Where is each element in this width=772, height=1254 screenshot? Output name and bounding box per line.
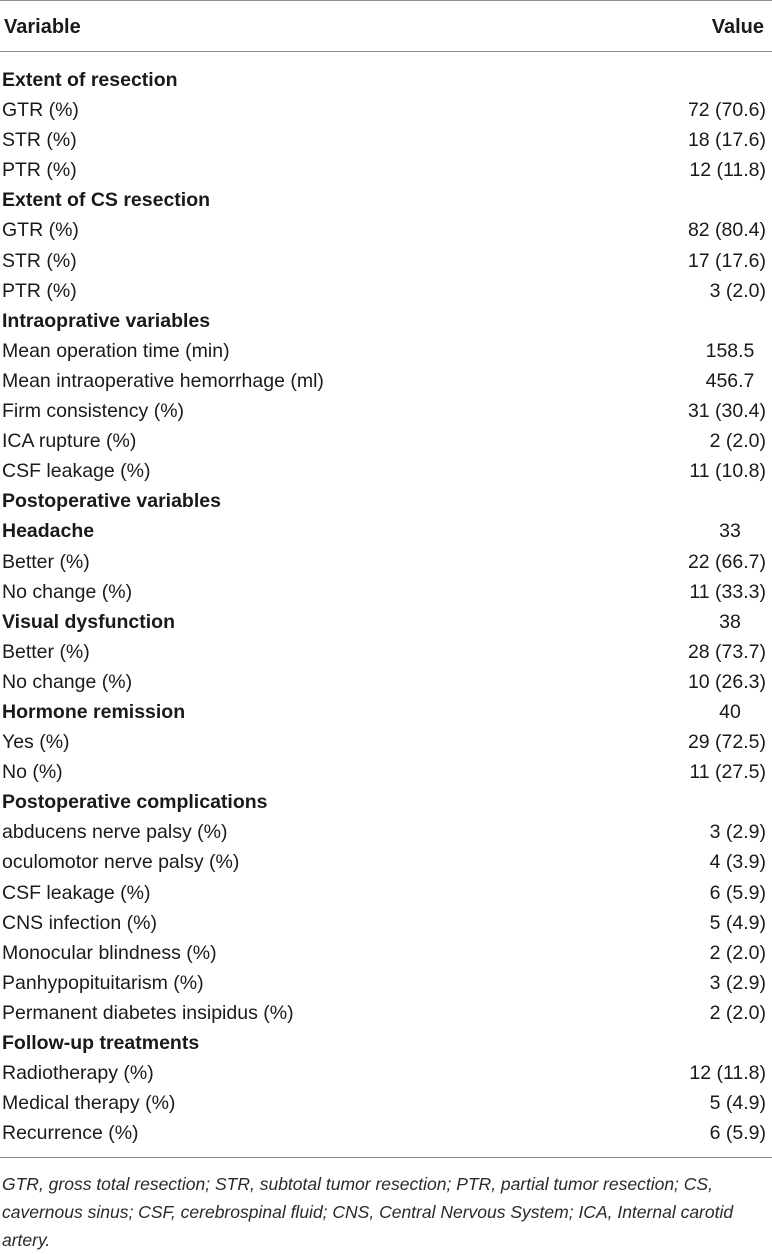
row-label: ICA rupture (%) [2,430,137,453]
row-value: 11 (10.8) [689,460,766,483]
section-row [0,788,772,818]
row-label: Monocular blindness (%) [2,941,217,964]
table-row [0,668,772,698]
table-row [0,156,772,186]
row-value: 22 (66.7) [687,550,766,573]
row-label: CSF leakage (%) [2,460,151,483]
section-label: Extent of CS resection [2,189,211,212]
row-value: 82 (80.4) [687,219,766,242]
section-label: Postoperative variables [2,490,221,513]
table-row [0,548,772,578]
row-label: STR (%) [2,129,77,152]
section-row [0,517,772,547]
row-value: 29 (72.5) [687,731,766,754]
row-label: Radiotherapy (%) [2,1062,154,1085]
section-row [0,608,772,638]
table-row [0,247,772,277]
table-row [0,969,772,999]
table-row [0,939,772,969]
row-value: 72 (70.6) [687,99,766,122]
row-label: Yes (%) [2,731,70,754]
row-value: 33 [719,520,741,543]
column-header-value: Value [711,16,764,38]
row-value: 11 (33.3) [689,580,766,603]
row-value: 5 (4.9) [709,911,766,934]
row-label: Mean operation time (min) [2,339,230,362]
section-row [0,307,772,337]
row-value: 38 [719,610,741,633]
row-value: 3 (2.9) [709,971,766,994]
row-value: 12 (11.8) [689,159,766,182]
table-row [0,427,772,457]
table-row [0,337,772,367]
row-value: 18 (17.6) [687,129,766,152]
row-value: 6 (5.9) [709,881,766,904]
table-row [0,96,772,126]
section-row [0,698,772,728]
table-row [0,638,772,668]
row-label: oculomotor nerve palsy (%) [2,851,240,874]
table-row [0,999,772,1029]
table-row [0,909,772,939]
table-row [0,758,772,788]
section-label: Hormone remission [2,700,186,723]
table-row [0,457,772,487]
table-row [0,1089,772,1119]
row-value: 40 [719,700,741,723]
row-label: STR (%) [2,249,77,272]
row-label: Better (%) [2,640,90,663]
row-label: Mean intraoperative hemorrhage (ml) [2,369,324,392]
row-value: 2 (2.0) [709,430,766,453]
row-label: Better (%) [2,550,90,573]
table-header [0,0,772,52]
row-value: 5 (4.9) [709,1092,766,1115]
row-label: Permanent diabetes insipidus (%) [2,1001,294,1024]
row-value: 31 (30.4) [687,400,766,423]
row-value: 28 (73.7) [687,640,766,663]
row-value: 17 (17.6) [687,249,766,272]
row-label: CNS infection (%) [2,911,157,934]
table-row [0,397,772,427]
row-value: 456.7 [705,369,755,392]
table-row [0,728,772,758]
row-label: GTR (%) [2,219,79,242]
row-label: PTR (%) [2,159,77,182]
table-row [0,818,772,848]
table-row [0,1119,772,1149]
section-label: Extent of resection [2,69,178,91]
section-label: Visual dysfunction [2,610,176,633]
row-value: 4 (3.9) [709,851,766,874]
row-value: 10 (26.3) [687,670,766,693]
table-footnote: GTR, gross total resection; STR, subtotal tumor resection; PTR, partial tumor resection; CS, cavernous sinus; CSF, cerebrospinal fluid; CNS, Central Nervous System; ICA, Internal carotid artery. [2,1174,734,1251]
section-label: Postoperative complications [2,791,268,814]
row-value: 11 (27.5) [689,761,766,784]
table-row [0,848,772,878]
row-label: No (%) [2,761,63,784]
row-label: No change (%) [2,580,133,603]
section-row [0,1029,772,1059]
row-label: abducens nerve palsy (%) [2,821,228,844]
column-header-variable: Variable [4,16,81,38]
row-label: Recurrence (%) [2,1122,139,1145]
table-row [0,277,772,307]
row-value: 2 (2.0) [709,941,766,964]
row-value: 6 (5.9) [709,1122,766,1145]
table-row [0,367,772,397]
table-body [0,66,772,1149]
row-label: Firm consistency (%) [2,400,185,423]
table-row [0,879,772,909]
section-label: Follow-up treatments [2,1032,200,1054]
section-row [0,66,772,96]
table-row [0,1059,772,1089]
section-row [0,186,772,216]
table-row [0,216,772,246]
row-value: 12 (11.8) [689,1062,766,1085]
row-value: 2 (2.0) [709,1001,766,1024]
row-label: CSF leakage (%) [2,881,151,904]
row-label: GTR (%) [2,99,79,122]
row-value: 158.5 [705,339,755,362]
section-label: Intraoprative variables [2,309,211,332]
section-row [0,487,772,517]
row-value: 3 (2.0) [709,279,766,302]
row-label: Panhypopituitarism (%) [2,971,204,994]
section-label: Headache [2,520,95,543]
row-value: 3 (2.9) [709,821,766,844]
table-row [0,126,772,156]
table-row [0,578,772,608]
row-label: Medical therapy (%) [2,1092,176,1115]
row-label: No change (%) [2,670,133,693]
row-label: PTR (%) [2,279,77,302]
